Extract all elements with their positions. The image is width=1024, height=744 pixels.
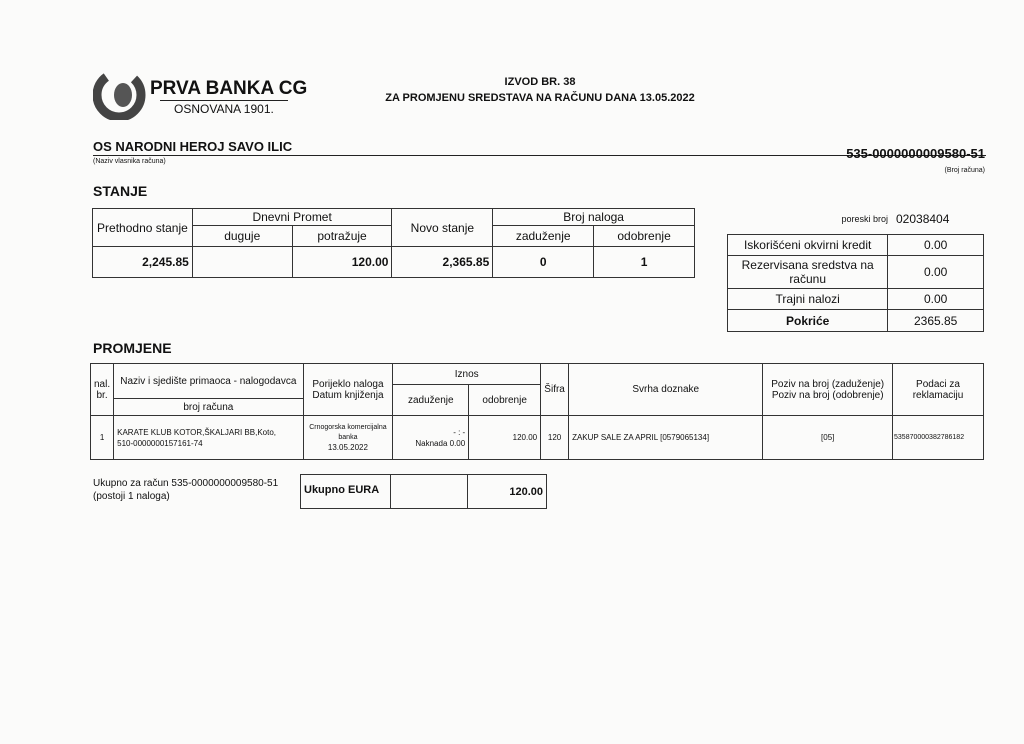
promjene-table (90, 363, 984, 460)
stanje-heading: STANJE (93, 183, 148, 199)
row-naziv-text: KARATE KLUB KOTOR,ŠKALJARI BB,Koto, (117, 427, 276, 437)
hdr-broj-racuna: broj računa (114, 399, 303, 416)
hdr-iznos-odobrenje: odobrenje (469, 385, 541, 416)
hdr-duguje: duguje (192, 226, 292, 247)
owner-name: OS NARODNI HEROJ SAVO ILIC (93, 139, 293, 154)
hdr-svrha: Svrha doznake (569, 364, 763, 416)
hdr-dnevni: Dnevni Promet (192, 209, 392, 226)
hdr-odobrenje: odobrenje (594, 226, 695, 247)
side-value: 0.00 (888, 289, 984, 310)
hdr-iznos: Iznos (393, 364, 541, 385)
val-duguje (192, 247, 292, 278)
val-novo: 2,365.85 (392, 247, 493, 278)
val-potrazuje: 120.00 (292, 247, 392, 278)
hdr-broj-naloga: Broj naloga (493, 209, 695, 226)
account-caption: (Broj računa) (944, 167, 985, 174)
hdr-novo: Novo stanje (392, 209, 493, 247)
account-number: 535-0000000009580-51 (846, 146, 985, 161)
total-value: 120.00 (468, 475, 547, 509)
row-podaci: 535870000382786182 (893, 416, 984, 460)
hdr-zaduzenje: zaduženje (493, 226, 594, 247)
total-empty (390, 475, 468, 509)
row-naknada: Naknada 0.00 (415, 438, 466, 448)
stanje-table (92, 208, 695, 278)
side-label: Trajni nalozi (728, 289, 888, 310)
row-svrha: ZAKUP SALE ZA APRIL [0579065134] (569, 416, 763, 460)
side-value: 0.00 (888, 235, 984, 256)
row-naziv (114, 416, 303, 460)
table-row (91, 416, 984, 460)
side-value-pokrice: 2365.85 (888, 310, 984, 332)
hdr-naziv: Naziv i sjedište primaoca - nalogodavca (114, 364, 303, 399)
side-table (727, 234, 984, 332)
footer-count: (postoji 1 naloga) (93, 491, 170, 502)
row-porijeklo (303, 416, 393, 460)
footer-summary: Ukupno za račun 535-0000000009580-51 (93, 478, 279, 489)
row-zaduzenje (393, 416, 469, 460)
val-prethodno: 2,245.85 (93, 247, 193, 278)
tax-value: 02038404 (896, 212, 950, 226)
hdr-sifra: Šifra (541, 364, 569, 416)
row-sifra: 120 (541, 416, 569, 460)
side-label-pokrice: Pokriće (728, 310, 888, 332)
row-zaduzenje-top: - : - (453, 427, 466, 437)
hdr-poziv: Poziv na broj (zaduženje) Poziv na broj (odobrenje) (763, 364, 893, 416)
bank-name: PRVA BANKA CG (150, 78, 308, 99)
hdr-iznos-zaduzenje: zaduženje (393, 385, 469, 416)
hdr-prethodno: Prethodno stanje (93, 209, 193, 247)
val-zaduzenje: 0 (493, 247, 594, 278)
side-label: Rezervisana sredstva na računu (728, 256, 888, 289)
bank-subtitle: OSNOVANA 1901. (174, 102, 274, 116)
total-table (300, 474, 547, 509)
hdr-potrazuje: potražuje (292, 226, 392, 247)
side-label: Iskorišćeni okvirni kredit (728, 235, 888, 256)
total-label: Ukupno EURA (301, 475, 391, 509)
row-nal: 1 (91, 416, 114, 460)
hdr-podaci: Podaci za reklamaciju (893, 364, 984, 416)
side-value: 0.00 (888, 256, 984, 289)
hdr-nal: nal. br. (91, 364, 114, 416)
promjene-heading: PROMJENE (93, 340, 172, 356)
row-datum: 13.05.2022 (327, 442, 368, 452)
row-odobrenje: 120.00 (469, 416, 541, 460)
bank-logo-icon (93, 70, 149, 120)
tax-label: poreski broj (841, 214, 888, 224)
owner-caption: (Naziv vlasnika računa) (93, 158, 166, 165)
row-racun: 510-0000000157161-74 (117, 438, 203, 448)
row-porijeklo-text: Crnogorska komercijalna banka (309, 423, 387, 441)
logo-underline (160, 100, 288, 101)
statement-number: IZVOD BR. 38 (504, 76, 576, 88)
val-odobrenje: 1 (594, 247, 695, 278)
row-poziv: [05] (763, 416, 893, 460)
statement-title: ZA PROMJENU SREDSTAVA NA RAČUNU DANA 13.05.2022 (385, 92, 695, 104)
hdr-porijeklo: Porijeklo naloga Datum knjiženja (303, 364, 393, 416)
